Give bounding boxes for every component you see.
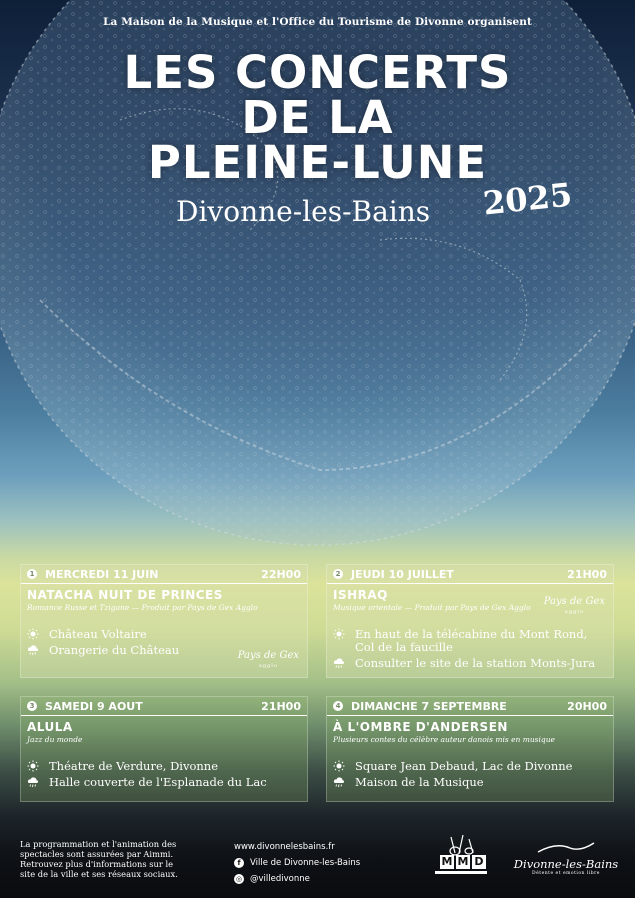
location-text: Orangerie du Château xyxy=(49,643,180,657)
location-rain xyxy=(333,776,484,789)
rain-cloud-icon xyxy=(333,776,345,788)
location-sunny xyxy=(333,628,587,654)
instagram-label[interactable]: @villedivonne xyxy=(250,874,310,884)
concert-card-1 xyxy=(20,564,308,678)
mmd-letters xyxy=(440,855,486,869)
location-text-line-2: Col de la faucille xyxy=(355,640,453,654)
concert-date: DIMANCHE 7 SEPTEMBRE xyxy=(351,699,507,713)
concert-header xyxy=(327,565,613,584)
location-text: Square Jean Debaud, Lac de Divonne xyxy=(355,759,573,773)
location-text: Halle couverte de l'Esplanade du Lac xyxy=(49,775,267,789)
location-rain xyxy=(27,644,179,657)
sun-icon xyxy=(27,628,39,640)
concert-number: 3 xyxy=(27,701,37,711)
concert-card-4 xyxy=(326,696,614,802)
concert-header xyxy=(327,697,613,716)
artist-name: À L'OMBRE D'ANDERSEN xyxy=(333,720,508,734)
rain-cloud-icon xyxy=(27,644,39,656)
location-text: Château Voltaire xyxy=(49,627,147,641)
pays-de-gex-logo xyxy=(238,651,299,671)
divonne-logo-tagline: Détente et emotion libre xyxy=(532,871,600,876)
artist-name: NATACHA NUIT DE PRINCES xyxy=(27,588,223,602)
concert-date: JEUDI 10 JUILLET xyxy=(351,567,454,581)
concert-header xyxy=(21,565,307,584)
location-text: Théatre de Verdure, Divonne xyxy=(49,759,219,773)
concert-time: 22H00 xyxy=(261,567,301,581)
organisation-note: La programmation et l'animation des spectacles sont assurées par Aimmi. Retrouvez plus d'informations sur le site de la ville et ses réseaux sociaux. xyxy=(20,839,178,879)
organiser-line: La Maison de la Musique et l'Office du Tourisme de Divonne organisent xyxy=(103,16,532,28)
concert-date: SAMEDI 9 AOUT xyxy=(45,699,143,713)
instagram-link[interactable] xyxy=(234,871,360,887)
website-url[interactable]: www.divonnelesbains.fr xyxy=(234,842,335,852)
artist-name: ISHRAQ xyxy=(333,588,388,602)
title-line-3: PLEINE-LUNE xyxy=(147,136,488,189)
concert-header xyxy=(21,697,307,716)
logo-sub: agglo xyxy=(258,663,278,669)
divonne-logo-text: Divonne-les-Bains xyxy=(513,857,619,871)
pays-de-gex-logo xyxy=(544,597,605,617)
genre: Jazz du monde xyxy=(27,735,83,744)
title-line-1: LES CONCERTS xyxy=(123,46,512,99)
city-name: Divonne-les-Bains xyxy=(176,195,431,228)
logo-sub: agglo xyxy=(564,609,584,615)
artist-name: ALULA xyxy=(27,720,73,734)
location-sunny xyxy=(27,628,147,641)
location-text xyxy=(355,628,587,654)
mmd-letter: M xyxy=(457,855,469,868)
concert-date: MERCREDI 11 JUIN xyxy=(45,567,159,581)
rain-cloud-icon xyxy=(333,657,345,669)
concert-number: 2 xyxy=(333,569,343,579)
sun-icon xyxy=(333,628,345,640)
facebook-icon: f xyxy=(234,858,244,868)
genre: Romance Russe et Tzigane — Produit par Pays de Gex Agglo xyxy=(27,603,258,612)
footer-links xyxy=(234,839,360,887)
facebook-label[interactable]: Ville de Divonne-les-Bains xyxy=(250,858,361,868)
sun-icon xyxy=(333,760,345,772)
concert-time: 20H00 xyxy=(567,699,607,713)
location-text: Maison de la Musique xyxy=(355,775,484,789)
location-rain xyxy=(27,776,267,789)
location-text: Consulter le site de la station Monts-Jura xyxy=(355,656,596,670)
year: 2025 xyxy=(481,175,574,223)
sun-icon xyxy=(27,760,39,772)
concert-number: 4 xyxy=(333,701,343,711)
rain-cloud-icon xyxy=(27,776,39,788)
concert-card-2 xyxy=(326,564,614,678)
location-rain xyxy=(333,657,595,670)
location-text-line-1: En haut de la télécabine du Mont Rond, xyxy=(355,627,588,641)
website-link[interactable] xyxy=(234,839,360,855)
genre: Musique orientale — Produit par Pays de Gex Agglo xyxy=(333,603,531,612)
concert-time: 21H00 xyxy=(261,699,301,713)
concert-time: 21H00 xyxy=(567,567,607,581)
instagram-icon: ◎ xyxy=(235,875,243,883)
swan-swoosh-icon xyxy=(536,840,596,854)
mmd-letter: D xyxy=(472,855,486,869)
location-sunny xyxy=(333,760,572,773)
concert-card-3 xyxy=(20,696,308,802)
logo-name: Pays de Gex xyxy=(543,596,605,607)
title-line-2: DE LA xyxy=(241,91,394,144)
location-sunny xyxy=(27,760,218,773)
facebook-link[interactable] xyxy=(234,855,360,871)
genre: Plusieurs contes du célèbre auteur danois mis en musique xyxy=(333,735,556,744)
concert-number: 1 xyxy=(27,569,37,579)
divonne-les-bains-logo xyxy=(511,840,621,876)
logo-name: Pays de Gex xyxy=(237,650,299,661)
mmd-letter: M xyxy=(441,855,453,868)
